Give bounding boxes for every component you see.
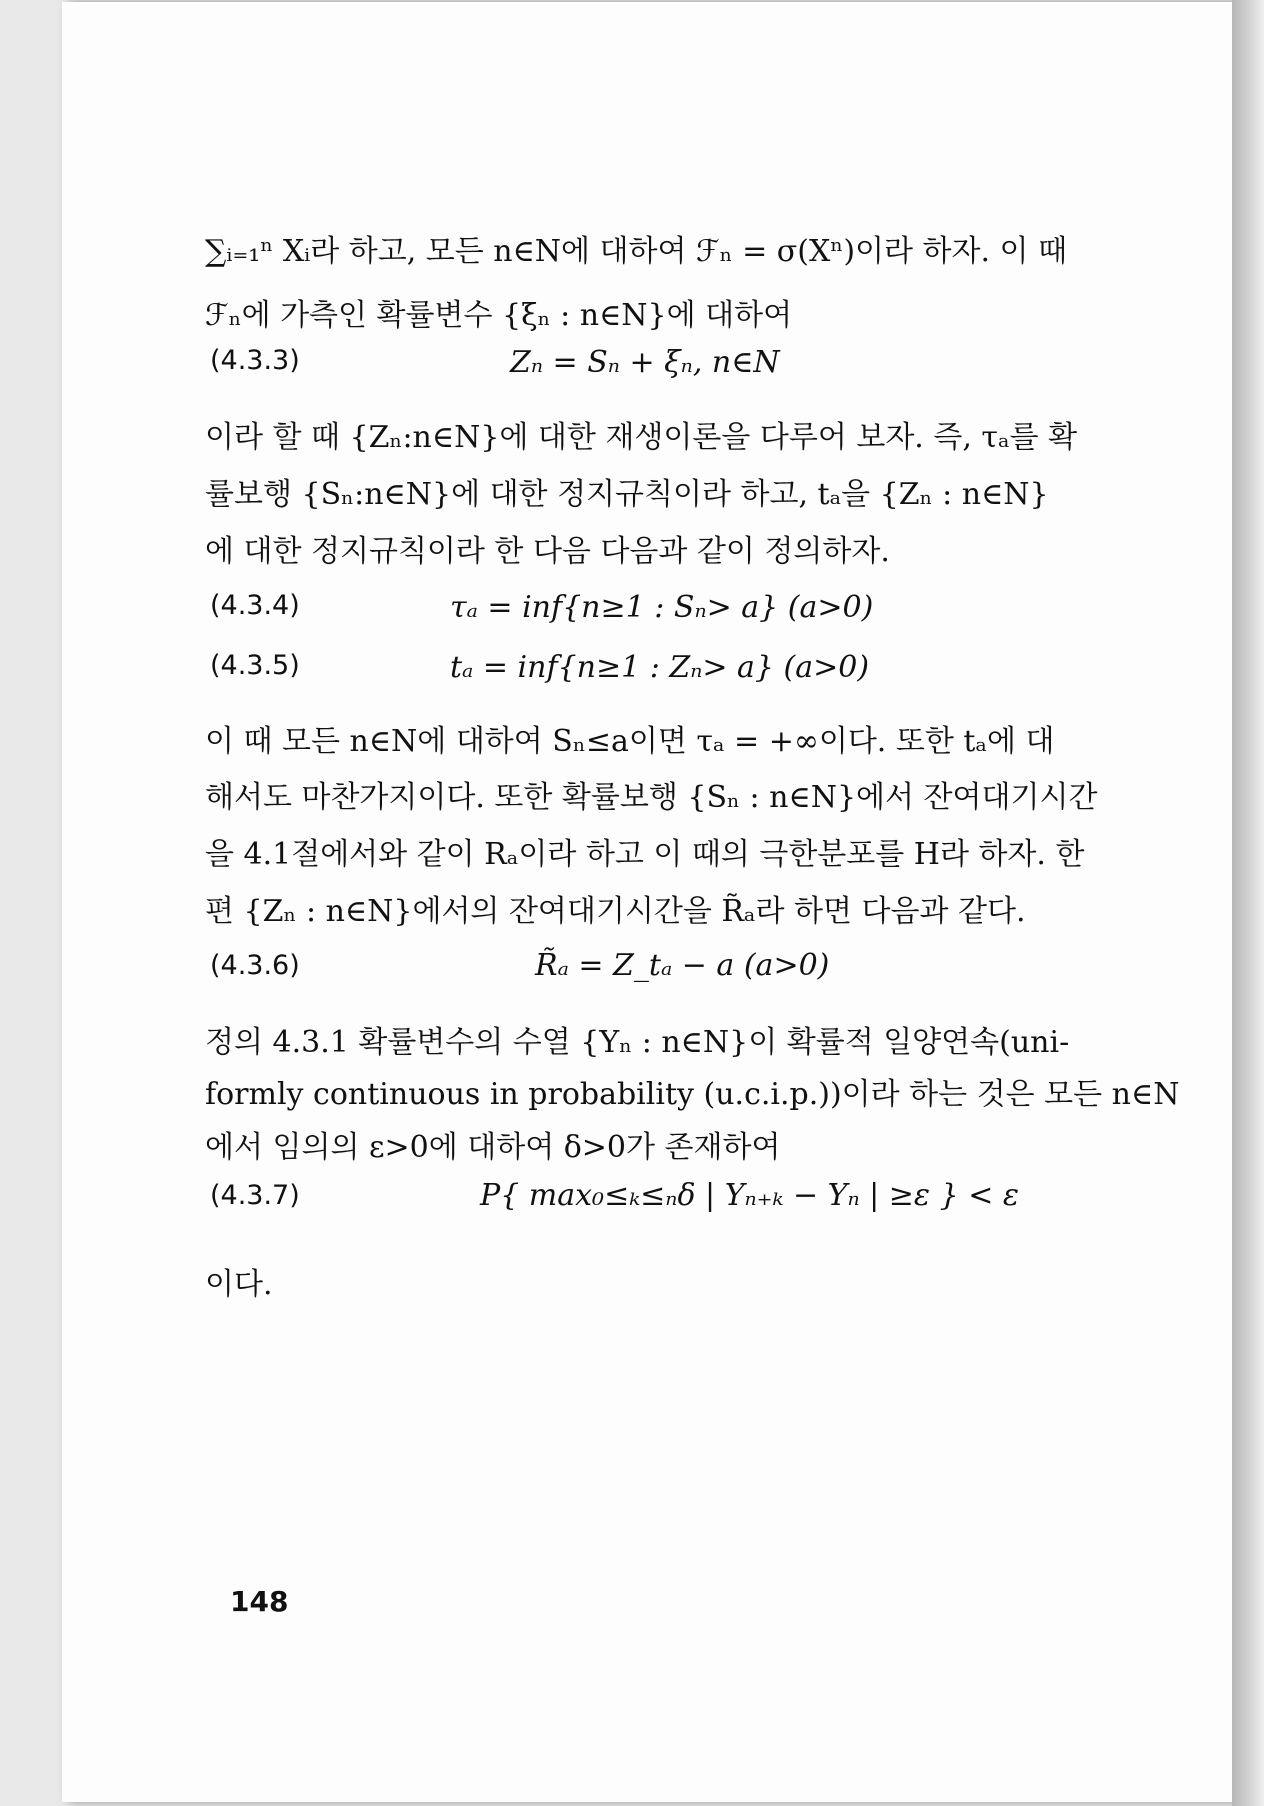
text-line-11: formly continuous in probability (u.c.i.p.))이라 하는 것은 모든 n∈N — [205, 1077, 1180, 1112]
text-line-3: 이라 할 때 {Zₙ:n∈N}에 대한 재생이론을 다루어 보자. 즉, τₐ를 확 — [205, 420, 1078, 455]
equation-label-4-3-4: (4.3.4) — [210, 590, 300, 621]
text-line-10: 정의 4.3.1 확률변수의 수열 {Yₙ : n∈N}이 확률적 일양연속(uni- — [205, 1025, 1070, 1060]
text-line-13: 이다. — [205, 1267, 273, 1302]
equation-4-3-3: Zₙ = Sₙ + ξₙ, n∈N — [510, 345, 780, 380]
text-line-12: 에서 임의의 ε>0에 대하여 δ>0가 존재하여 — [205, 1130, 781, 1165]
text-line-8: 을 4.1절에서와 같이 Rₐ이라 하고 이 때의 극한분포를 H라 하자. 한 — [205, 837, 1085, 872]
equation-4-3-6: R̃ₐ = Z_tₐ − a (a>0) — [535, 948, 830, 983]
text-line-9: 편 {Zₙ : n∈N}에서의 잔여대기시간을 R̃ₐ라 하면 다음과 같다. — [205, 894, 1026, 929]
equation-label-4-3-5: (4.3.5) — [210, 650, 300, 681]
text-line-7: 해서도 마찬가지이다. 또한 확률보행 {Sₙ : n∈N}에서 잔여대기시간 — [205, 780, 1098, 815]
page-number: 148 — [230, 1585, 289, 1618]
text-line-6: 이 때 모든 n∈N에 대하여 Sₙ≤a이면 τₐ = +∞이다. 또한 tₐ에 대 — [205, 724, 1055, 759]
text-line-4: 률보행 {Sₙ:n∈N}에 대한 정지규칙이라 하고, tₐ을 {Zₙ : n∈N} — [205, 477, 1049, 512]
equation-label-4-3-3: (4.3.3) — [210, 345, 300, 376]
equation-4-3-7: P{ max₀≤ₖ≤ₙδ | Yₙ₊ₖ − Yₙ | ≥ε } < ε — [480, 1178, 1019, 1213]
equation-label-4-3-6: (4.3.6) — [210, 950, 300, 981]
equation-4-3-4: τₐ = inf{n≥1 : Sₙ> a} (a>0) — [450, 590, 874, 625]
text-line-2: ℱₙ에 가측인 확률변수 {ξₙ : n∈N}에 대하여 — [205, 298, 793, 333]
equation-label-4-3-7: (4.3.7) — [210, 1180, 300, 1211]
text-line-1: ∑ᵢ₌₁ⁿ Xᵢ라 하고, 모든 n∈N에 대하여 ℱₙ = σ(Xⁿ)이라 하자. 이 때 — [205, 234, 1068, 269]
page-edge-shadow — [1232, 0, 1264, 1806]
text-line-5: 에 대한 정지규칙이라 한 다음 다음과 같이 정의하자. — [205, 534, 890, 569]
equation-4-3-5: tₐ = inf{n≥1 : Zₙ> a} (a>0) — [450, 650, 870, 685]
